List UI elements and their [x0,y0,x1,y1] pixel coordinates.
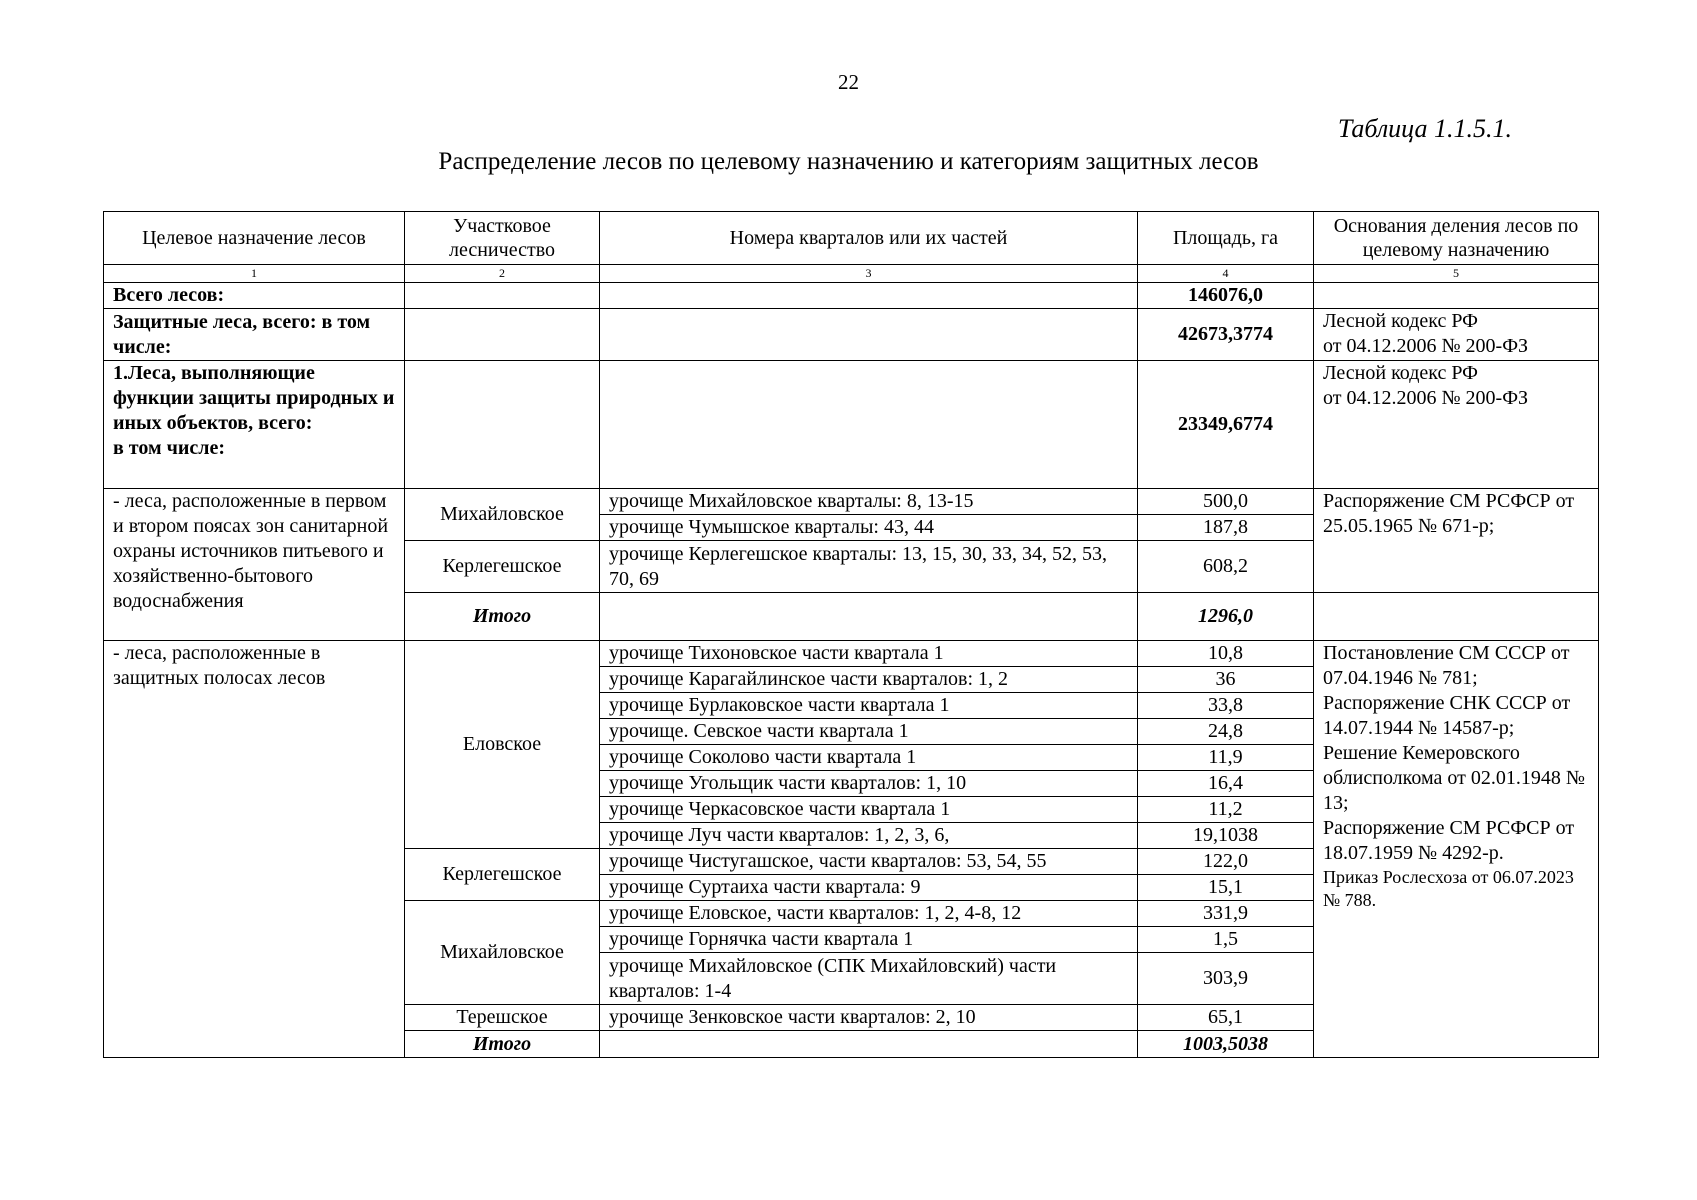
quarters-cell: урочище Керлегешское кварталы: 13, 15, 30, 33, 34, 52, 53, 70, 69 [600,541,1138,593]
area-cell: 1,5 [1138,927,1314,953]
area-cell: 331,9 [1138,901,1314,927]
column-number: 1 [104,265,405,283]
table-row [104,641,1599,667]
area-cell: 65,1 [1138,1005,1314,1031]
total-forests-label: Всего лесов: [104,283,405,309]
area-cell: 19,1038 [1138,823,1314,849]
header-cell: Целевое назначение лесов [104,212,405,265]
quarters-cell: урочище Угольщик части кварталов: 1, 10 [600,771,1138,797]
subtotal-area: 1003,5038 [1138,1031,1314,1058]
district-cell: Михайловское [405,901,600,1005]
district-cell: Еловское [405,641,600,849]
area-cell: 10,8 [1138,641,1314,667]
subtotal-label: Итого [405,593,600,641]
table-label: Таблица 1.1.5.1. [1337,114,1512,143]
quarters-cell: урочище Тихоновское части квартала 1 [600,641,1138,667]
subtotal-area: 1296,0 [1138,593,1314,641]
basis-cell [1314,641,1599,1058]
subtotal-label: Итого [405,1031,600,1058]
area-cell: 187,8 [1138,515,1314,541]
header-row [104,212,1599,265]
category-1-label: 1.Леса, выполняющие функции защиты природных и иных объектов, всего: в том числе: [104,361,405,489]
quarters-cell: урочище Еловское, части кварталов: 1, 2, 4-8, 12 [600,901,1138,927]
quarters-cell: урочище Зенковское части кварталов: 2, 10 [600,1005,1138,1031]
area-cell: 36 [1138,667,1314,693]
quarters-cell: урочище Луч части кварталов: 1, 2, 3, 6, [600,823,1138,849]
protective-forests-area: 42673,3774 [1138,309,1314,361]
basis-cell [1314,489,1599,593]
district-cell: Керлегешское [405,849,600,901]
purpose-cell: - леса, расположенные в защитных полосах лесов [104,641,405,1058]
protective-forests-label: Защитные леса, всего: в том числе: [104,309,405,361]
district-cell: Керлегешское [405,541,600,593]
quarters-cell: урочище Суртаиха части квартала: 9 [600,875,1138,901]
header-cell: Участковое лесничество [405,212,600,265]
column-number-row [104,265,1599,283]
area-cell: 11,9 [1138,745,1314,771]
forest-distribution-table [103,211,1599,1058]
district-cell: Терешское [405,1005,600,1031]
header-cell: Основания деления лесов по целевому назначению [1314,212,1599,265]
category-1-row [104,361,1599,489]
area-cell: 122,0 [1138,849,1314,875]
quarters-cell: урочище Михайловское кварталы: 8, 13-15 [600,489,1138,515]
basis-text: Постановление СМ СССР от 07.04.1946 № 781; Распоряжение СНК СССР от 14.07.1944 № 14587-р; Решение Кемеровского облисполкома от 02.01.1948 № 13; Распоряжение СМ РСФСР от 18.07.1959 № 4292-р. [1323,642,1585,864]
column-number: 5 [1314,265,1599,283]
protective-forests-basis: Лесной кодекс РФ от 04.12.2006 № 200-ФЗ [1314,309,1599,361]
quarters-cell: урочище Чумышское кварталы: 43, 44 [600,515,1138,541]
column-number: 4 [1138,265,1314,283]
header-cell: Площадь, га [1138,212,1314,265]
quarters-cell: урочище Бурлаковское части квартала 1 [600,693,1138,719]
column-number: 2 [405,265,600,283]
area-cell: 16,4 [1138,771,1314,797]
page-number: 22 [838,70,859,94]
quarters-cell: урочище Михайловское (СПК Михайловский) части кварталов: 1-4 [600,953,1138,1005]
total-forests-row [104,283,1599,309]
basis-extra-text: Приказ Рослесхоза от 06.07.2023 № 788. [1323,867,1574,910]
page-title: Распределение лесов по целевому назначению и категориям защитных лесов [438,148,1259,175]
quarters-cell: урочище Соколово части квартала 1 [600,745,1138,771]
purpose-cell: - леса, расположенные в первом и втором поясах зон санитарной охраны источников питьевого и хозяйственно-бытового водоснабжения [104,489,405,641]
category-1-basis: Лесной кодекс РФ от 04.12.2006 № 200-ФЗ [1314,361,1599,489]
area-cell: 303,9 [1138,953,1314,1005]
table-row [104,489,1599,515]
basis-text: Распоряжение СМ РСФСР от 25.05.1965 № 671-р; [1323,490,1575,537]
quarters-cell: урочище Чистугашское, части кварталов: 53, 54, 55 [600,849,1138,875]
area-cell: 15,1 [1138,875,1314,901]
area-cell: 24,8 [1138,719,1314,745]
district-cell: Михайловское [405,489,600,541]
quarters-cell: урочище. Севское части квартала 1 [600,719,1138,745]
area-cell: 33,8 [1138,693,1314,719]
total-forests-area: 146076,0 [1138,283,1314,309]
quarters-cell: урочище Горнячка части квартала 1 [600,927,1138,953]
area-cell: 608,2 [1138,541,1314,593]
area-cell: 500,0 [1138,489,1314,515]
area-cell: 11,2 [1138,797,1314,823]
protective-forests-row [104,309,1599,361]
column-number: 3 [600,265,1138,283]
quarters-cell: урочище Карагайлинское части кварталов: 1, 2 [600,667,1138,693]
header-cell: Номера кварталов или их частей [600,212,1138,265]
category-1-area: 23349,6774 [1138,361,1314,489]
quarters-cell: урочище Черкасовское части квартала 1 [600,797,1138,823]
